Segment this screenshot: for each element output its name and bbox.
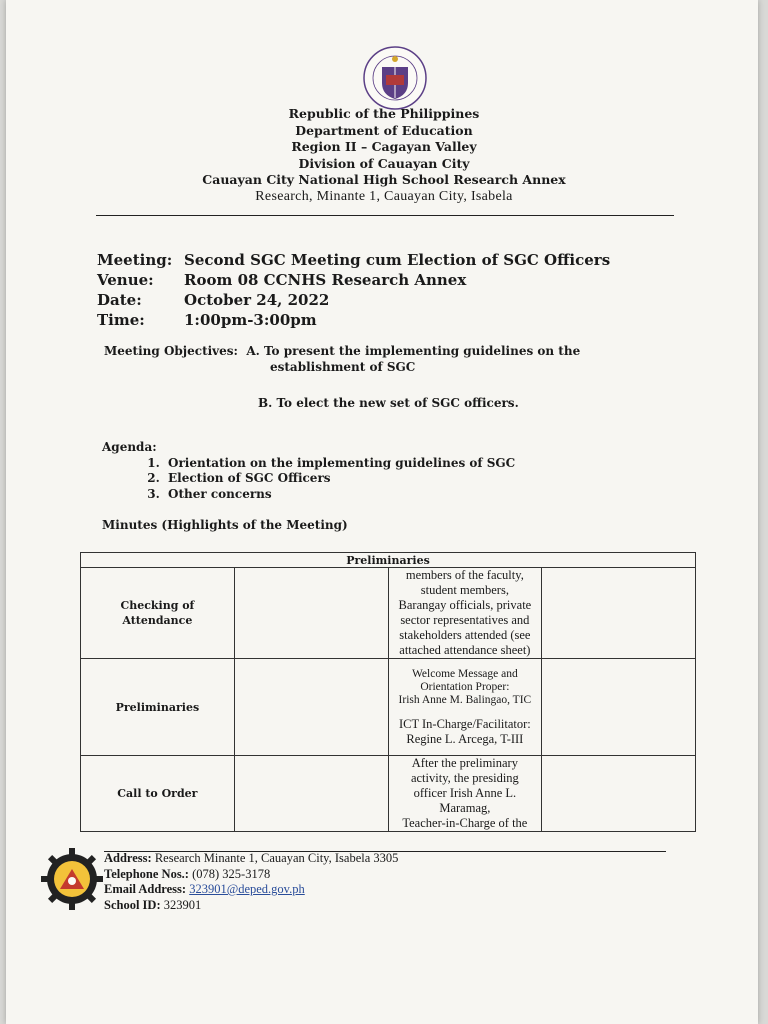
row-label-line: Attendance [122,614,193,627]
agenda-label: Agenda: [102,440,157,454]
email-link[interactable]: 323901@deped.gov.ph [189,882,305,896]
table-row [81,568,696,659]
header-line-division: Division of Cauayan City [298,155,470,171]
venue-label: Venue: [97,271,154,289]
text-line: Regine L. Arcega, T-III [406,731,524,746]
text-line: student members, [420,583,509,597]
row-label-preliminaries: Preliminaries [81,659,235,756]
text-line: Barangay officials, private [398,598,532,612]
time-value: 1:00pm-3:00pm [184,311,317,329]
minutes-table [80,552,696,832]
row-label-call-to-order: Call to Order [81,756,235,832]
empty-cell [234,568,388,659]
agenda-item: 3. Other concerns [164,487,515,503]
date-value: October 24, 2022 [184,291,330,309]
time-row [97,310,610,330]
address-value: Research Minante 1, Cauayan City, Isabela 3305 [154,851,399,865]
text-line: stakeholders attended (see [399,628,531,642]
letterhead [0,106,768,205]
header-line-school: Cauayan City National High School Research Annex [202,172,566,187]
school-id-value: 323901 [163,897,202,912]
meeting-label: Meeting: [97,251,173,269]
empty-cell [542,756,696,832]
agenda-item: 1. Orientation on the implementing guidelines of SGC [164,456,515,472]
header-line-department: Department of Education [295,122,473,138]
text-line: attached attendance sheet) [399,643,531,657]
document-page [6,0,758,1024]
header-line-region: Region II – Cagayan Valley [291,139,477,154]
row-text-call-to-order [388,756,542,832]
objectives-label: Meeting Objectives: [104,344,238,358]
table-header-preliminaries: Preliminaries [81,553,696,568]
meeting-row [97,250,610,270]
table-header-row [81,553,696,568]
text-line: officer Irish Anne L. [413,786,517,800]
school-logo-icon [38,848,108,910]
email-label: Email Address: [104,882,187,896]
phone-label: Telephone Nos.: [104,866,189,881]
agenda-list [102,456,515,503]
time-label: Time: [97,311,145,329]
agenda-item: 2. Election of SGC Officers [164,471,515,487]
objective-a [104,343,664,359]
objective-a-line2: establishment of SGC [270,360,416,374]
text-line: Welcome Message and [412,667,518,680]
table-row [81,756,696,832]
text-line: Irish Anne M. Balingao, TIC [398,693,532,706]
empty-cell [234,756,388,832]
footer-email [104,882,398,898]
footer-school-id [104,898,398,914]
phone-value: (078) 325-3178 [192,866,271,881]
address-label: Address: [104,851,152,865]
text-line: activity, the presiding [410,771,519,785]
empty-cell [542,568,696,659]
text-line: Teacher-in-Charge of the [402,816,528,830]
row-text-attendance [388,568,542,659]
footer-phone [104,867,398,883]
empty-cell [234,659,388,756]
minutes-title: Minutes (Highlights of the Meeting) [102,518,348,532]
row-text-preliminaries [388,659,542,756]
venue-row [97,270,610,290]
venue-value: Room 08 CCNHS Research Annex [184,271,467,289]
date-row [97,290,610,310]
row-label-attendance [81,568,235,659]
text-line: After the preliminary [411,756,518,770]
text-line: sector representatives and [400,613,530,627]
row-label-line: Checking of [120,599,195,612]
text-line: Maramag, [439,801,491,815]
date-label: Date: [97,291,142,309]
meeting-objectives [104,343,664,411]
objective-b: B. To elect the new set of SGC officers. [258,396,519,410]
header-divider [96,215,674,216]
footer-contact [104,851,398,913]
text-line: Orientation Proper: [420,680,510,693]
school-id-label: School ID: [104,897,161,912]
deped-seal-icon [362,45,428,111]
meeting-value: Second SGC Meeting cum Election of SGC Officers [184,251,611,269]
empty-cell [542,659,696,756]
agenda [102,440,515,502]
footer-address [104,851,398,867]
text-line: members of the faculty, [405,568,524,582]
header-line-address: Research, Minante 1, Cauayan City, Isabela [255,188,513,204]
meeting-details [97,250,610,330]
header-line-republic: Republic of the Philippines [288,106,480,121]
objective-a-line1: A. To present the implementing guidelines on the [246,344,581,358]
table-row [81,659,696,756]
text-line: ICT In-Charge/Facilitator: [398,716,531,731]
